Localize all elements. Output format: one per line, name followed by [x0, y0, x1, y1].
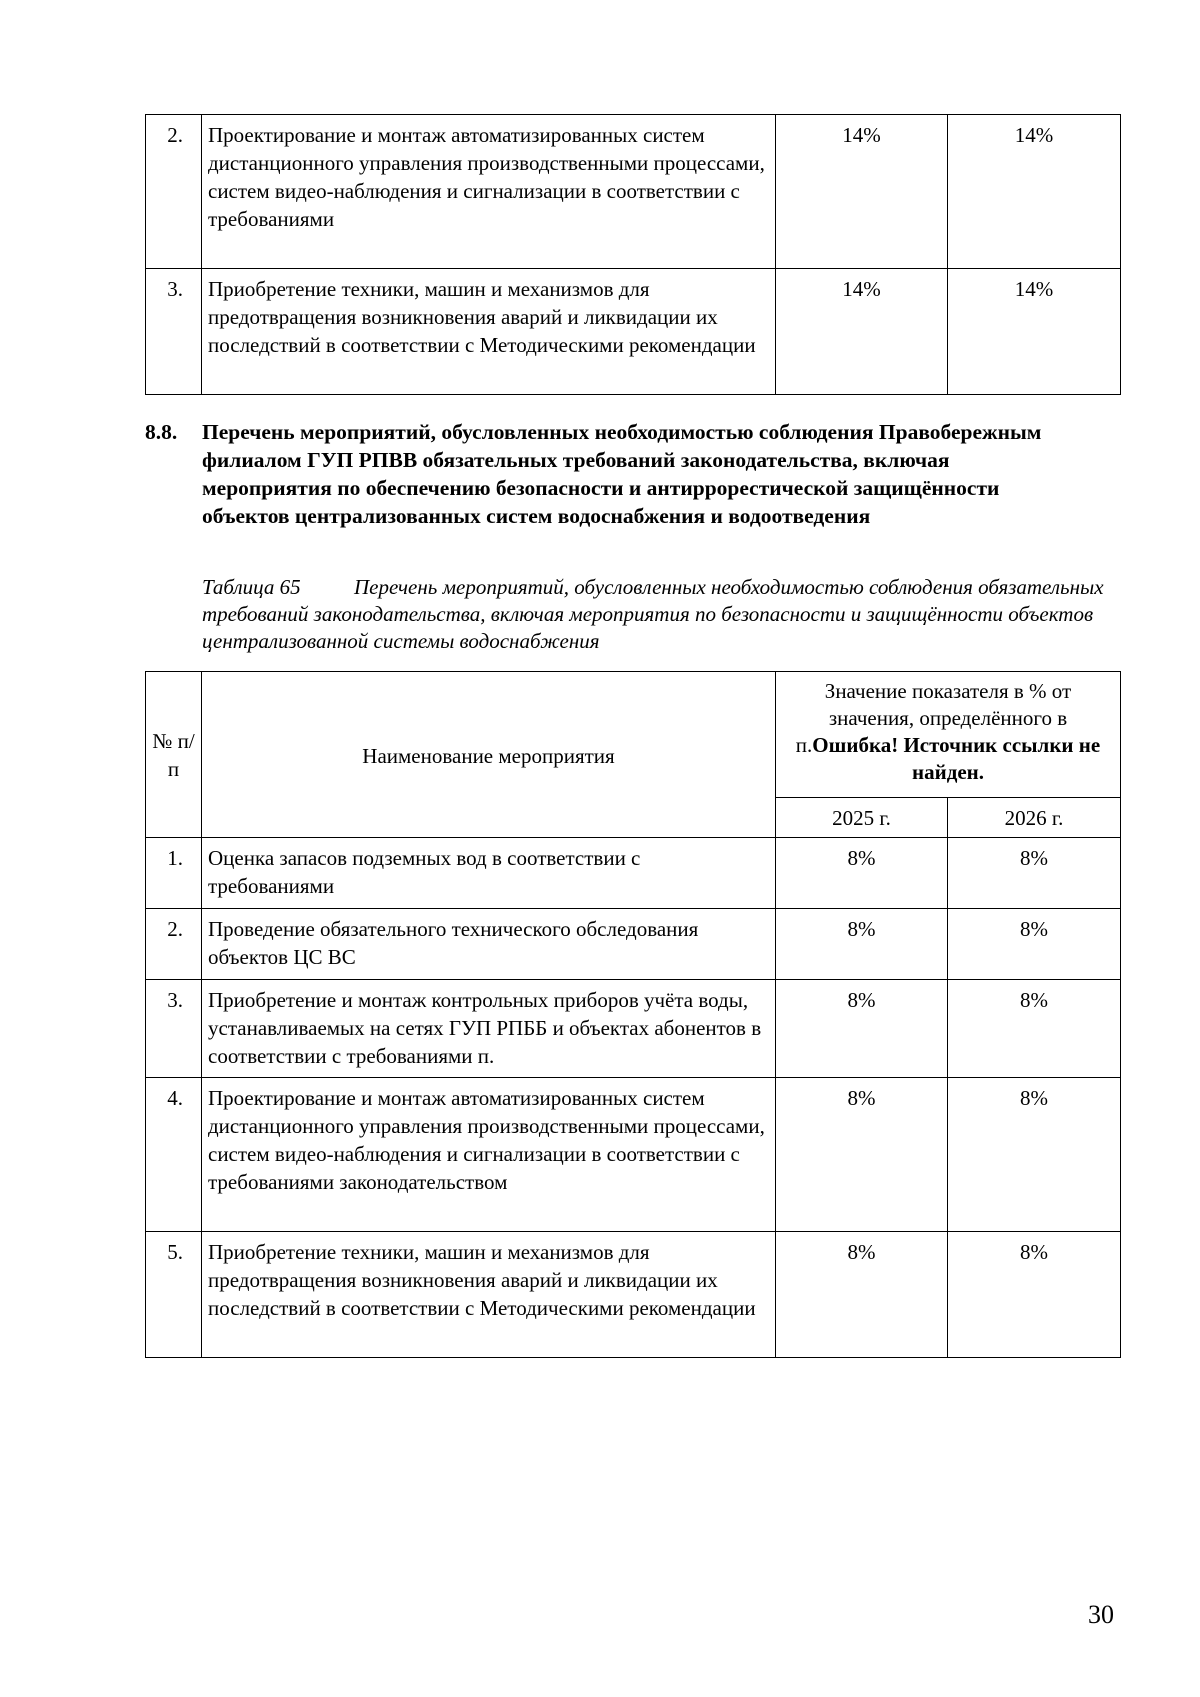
table-row	[146, 1232, 1121, 1358]
row-text: Проектирование и монтаж автоматизированных систем дистанционного управления производственными процессами, систем видео-наблюдения и сигнализации в соответствии с требованиями законодательством	[202, 1078, 776, 1232]
value-2025: 8%	[776, 838, 948, 909]
row-number: 1.	[146, 838, 202, 909]
row-text: Проведение обязательного технического обследования объектов ЦС ВС	[202, 909, 776, 980]
table-header-row	[146, 672, 1121, 798]
table-row	[146, 980, 1121, 1078]
value-2025: 14%	[776, 115, 948, 269]
row-number: 3.	[146, 269, 202, 395]
main-table	[145, 671, 1121, 1358]
row-number: 4.	[146, 1078, 202, 1232]
row-number: 5.	[146, 1232, 202, 1358]
row-text: Приобретение техники, машин и механизмов для предотвращения возникновения аварий и ликвидации их последствий в соответствии с Методическими рекомендации	[202, 269, 776, 395]
row-number: 2.	[146, 909, 202, 980]
value-2026: 8%	[948, 1232, 1121, 1358]
value-2026: 14%	[948, 269, 1121, 395]
header-number-text: № п/п	[152, 728, 195, 781]
value-2025: 14%	[776, 269, 948, 395]
value-2025: 8%	[776, 1232, 948, 1358]
row-text: Проектирование и монтаж автоматизированных систем дистанционного управления производственными процессами, систем видео-наблюдения и сигнализации в соответствии с требованиями	[202, 115, 776, 269]
header-value	[776, 672, 1121, 798]
value-2025: 8%	[776, 1078, 948, 1232]
row-text: Приобретение техники, машин и механизмов для предотвращения возникновения аварий и ликвидации их последствий в соответствии с Методическими рекомендации	[202, 1232, 776, 1358]
row-number: 3.	[146, 980, 202, 1078]
header-number	[146, 672, 202, 838]
header-error-text: Ошибка! Источник ссылки не найден.	[812, 733, 1101, 784]
value-2025: 8%	[776, 980, 948, 1078]
value-2026: 8%	[948, 909, 1121, 980]
page-number: 30	[1088, 1600, 1114, 1629]
table-row	[146, 269, 1121, 395]
top-table	[145, 114, 1121, 395]
value-2026: 8%	[948, 980, 1121, 1078]
value-2025: 8%	[776, 909, 948, 980]
table-row	[146, 909, 1121, 980]
caption-label: Таблица 65	[202, 575, 301, 599]
caption-text: Перечень мероприятий, обусловленных необходимостью соблюдения обязательных требований законодательства, включая мероприятия по безопасности и защищённости объектов централизованной системы водоснабжения	[202, 575, 1104, 653]
header-year-2026: 2026 г.	[948, 798, 1121, 838]
section-title: Перечень мероприятий, обусловленных необходимостью соблюдения Правобережным филиалом ГУП РПВВ обязательных требований законодательства, включая мероприятия по обеспечению безопасности и антиррорестической защищённости объектов централизованных систем водоснабжения и водоотведения	[202, 420, 1042, 528]
table-row	[146, 115, 1121, 269]
table-caption	[202, 574, 1122, 655]
table-row	[146, 838, 1121, 909]
header-year-2025: 2025 г.	[776, 798, 948, 838]
value-2026: 8%	[948, 1078, 1121, 1232]
section-heading	[145, 418, 1045, 530]
table-row	[146, 1078, 1121, 1232]
value-2026: 8%	[948, 838, 1121, 909]
header-value-text: Значение показателя в % от значения, определённого в п.	[795, 679, 1072, 757]
value-2026: 14%	[948, 115, 1121, 269]
section-number: 8.8.	[145, 420, 178, 444]
row-text: Оценка запасов подземных вод в соответствии с требованиями	[202, 838, 776, 909]
row-text: Приобретение и монтаж контрольных приборов учёта воды, устанавливаемых на сетях ГУП РПББ и объектах абонентов в соответствии с требованиями п.	[202, 980, 776, 1078]
header-name: Наименование мероприятия	[202, 672, 776, 838]
row-number: 2.	[146, 115, 202, 269]
